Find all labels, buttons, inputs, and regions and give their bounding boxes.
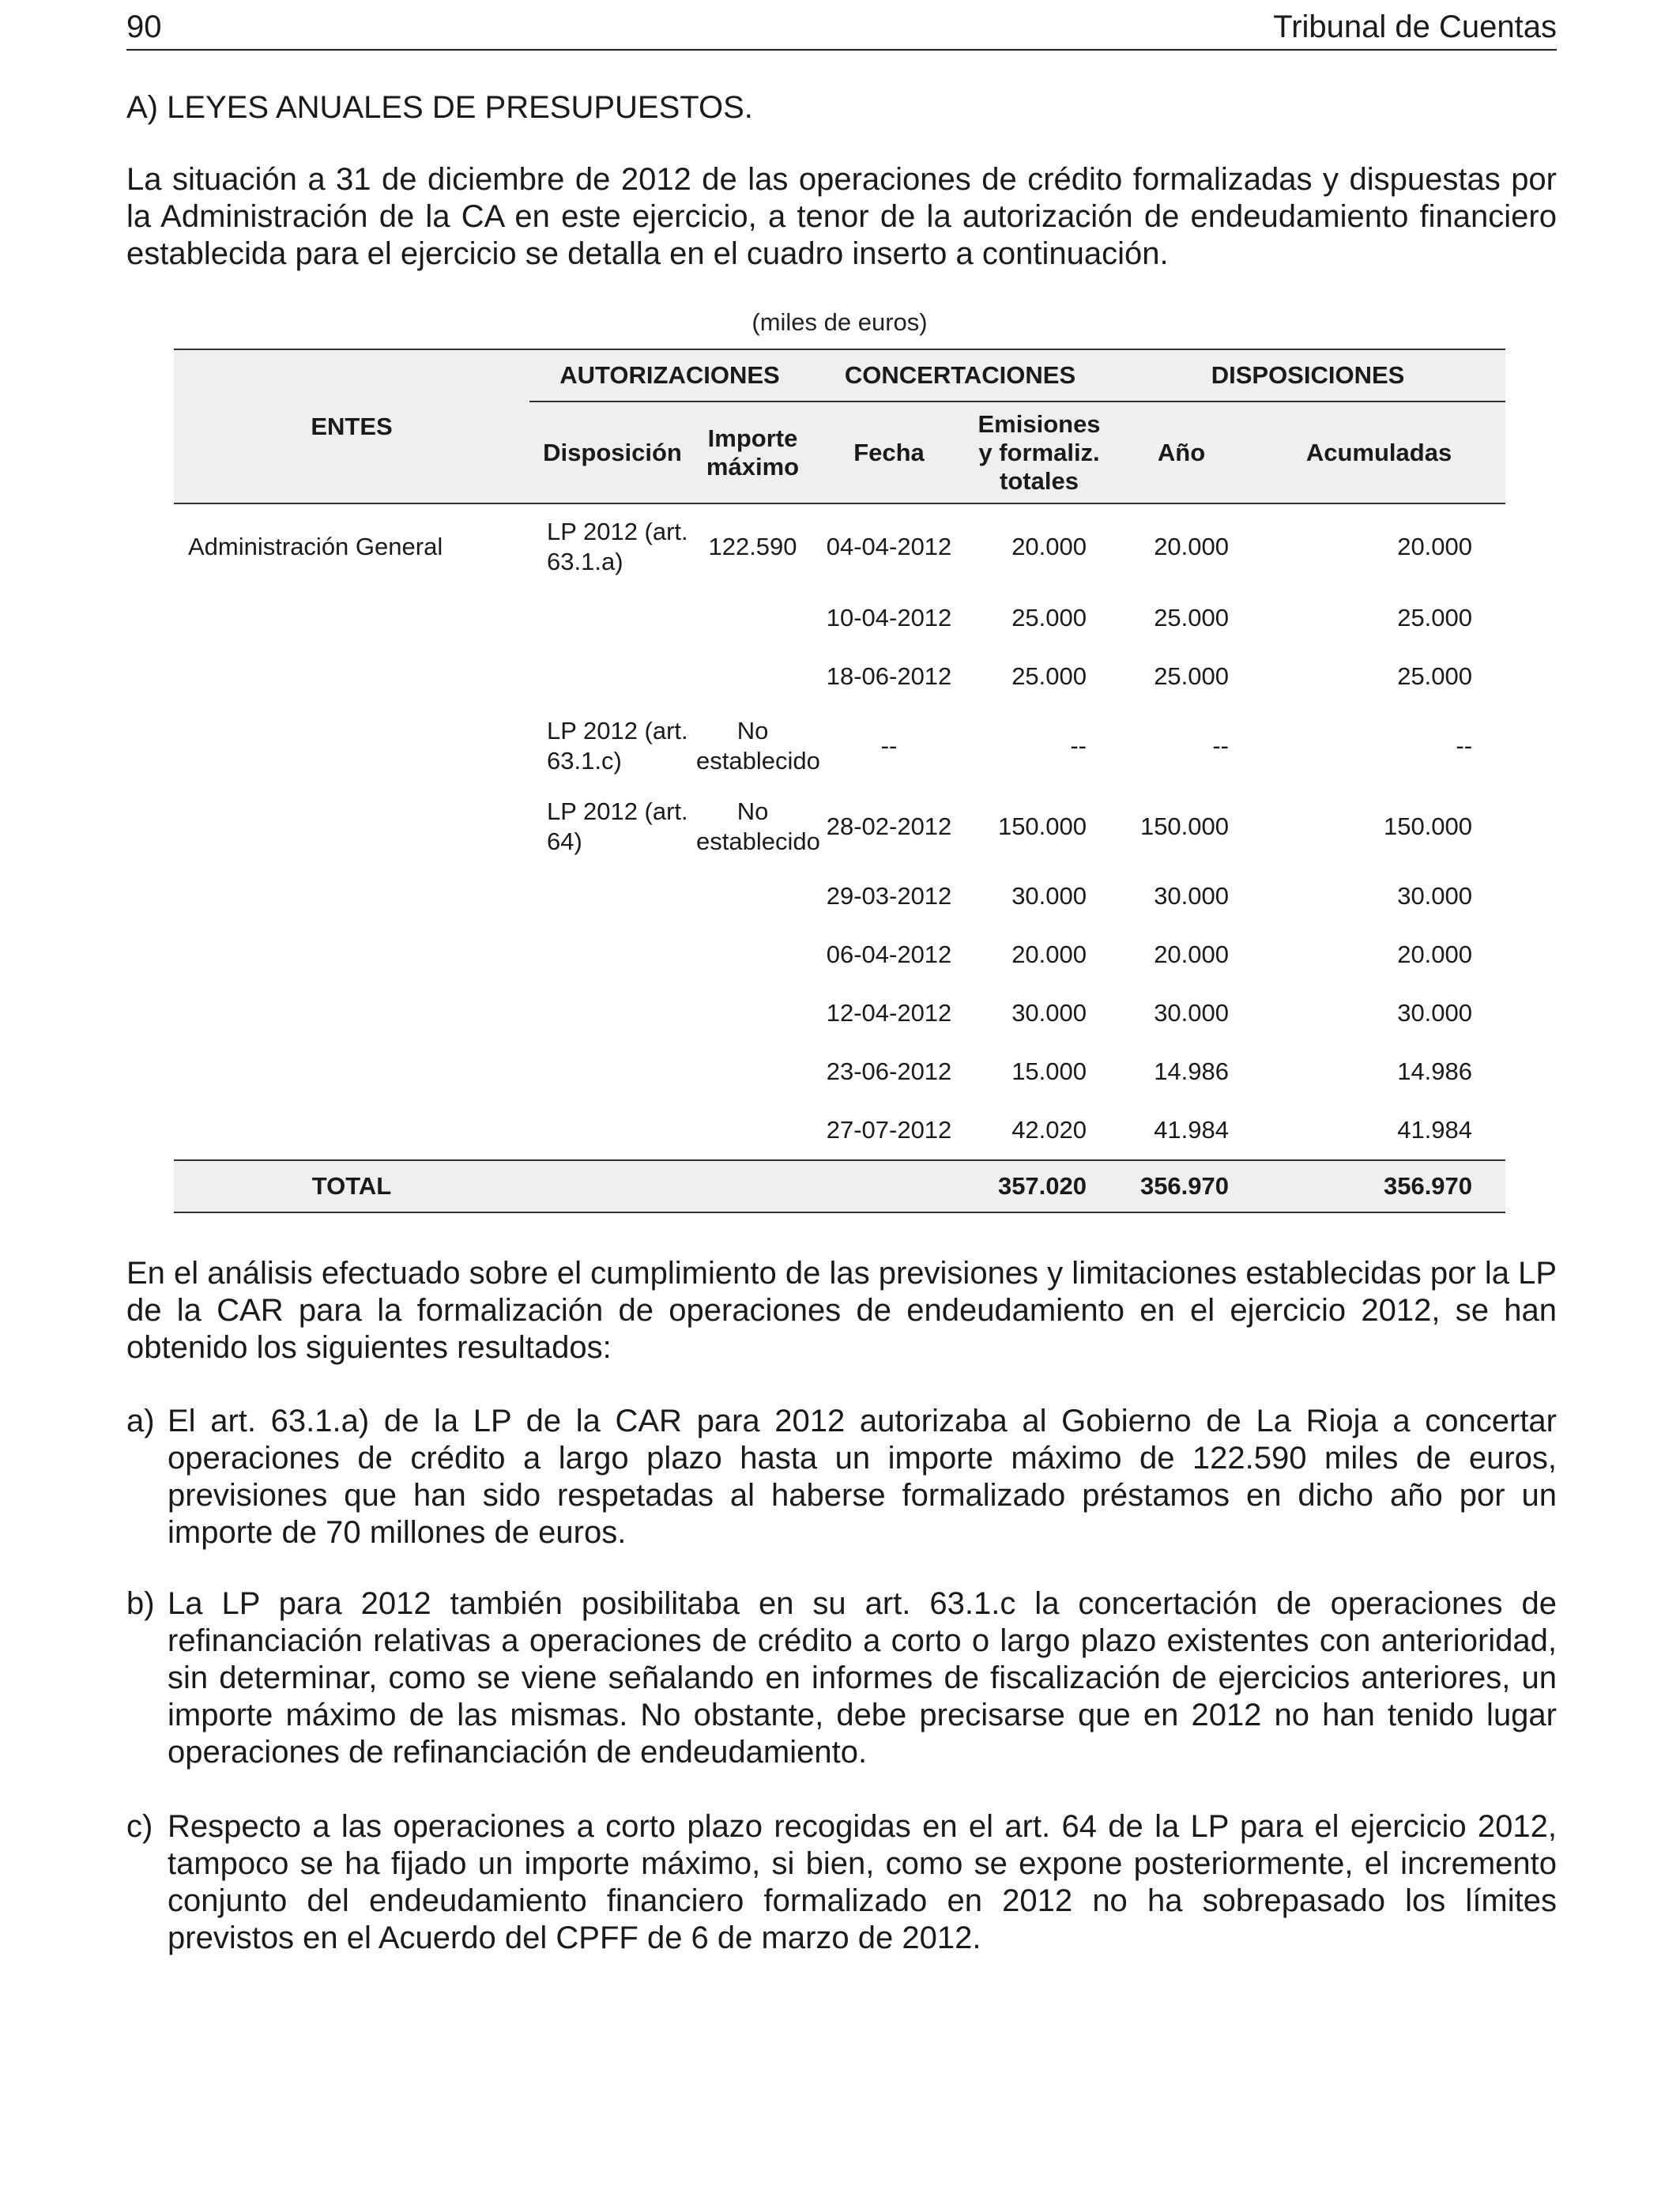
fecha-cell: 27-07-2012 <box>810 1101 968 1160</box>
ano-cell: -- <box>1212 732 1230 760</box>
disposicion-cell: LP 2012 (art. 63.1.c) <box>547 717 688 775</box>
importe-cell: No establecido <box>696 717 820 775</box>
disposicion-cell: LP 2012 (art. 64) <box>547 797 688 855</box>
importe-cell <box>695 1101 810 1160</box>
table-units: (miles de euros) <box>751 308 928 336</box>
disposicion-cell <box>529 589 695 647</box>
importe-cell <box>695 1042 810 1101</box>
ano-cell: 25.000 <box>1154 604 1230 631</box>
total-ano: 356.970 <box>1110 1160 1252 1212</box>
emisiones-cell: -- <box>1070 732 1087 760</box>
list-item-text: El art. 63.1.a) de la LP de la CAR para 2012 autorizaba al Gobierno de La Rioja a concertar operaciones de crédito a largo plazo hasta un importe máximo de 122.590 miles de euros, previsiones que han sido respetadas al haberse formalizado préstamos en dicho año por un importe de 70 millones de euros. <box>168 1404 1557 1550</box>
table-row <box>174 867 1505 925</box>
total-label: TOTAL <box>174 1160 529 1212</box>
ano-cell: 20.000 <box>1154 941 1230 968</box>
fecha-cell: -- <box>880 732 898 760</box>
ano-cell: 20.000 <box>1154 532 1230 560</box>
section-title: A) LEYES ANUALES DE PRESUPUESTOS. <box>126 90 753 125</box>
table-row <box>174 786 1505 867</box>
emisiones-cell: 30.000 <box>1011 999 1087 1027</box>
ano-cell: 25.000 <box>1154 662 1230 690</box>
acumuladas-cell: 14.986 <box>1397 1057 1473 1085</box>
table-row <box>174 706 1505 786</box>
importe-cell: No establecido <box>696 797 820 855</box>
table-row <box>174 984 1505 1042</box>
analysis-paragraph: En el análisis efectuado sobre el cumplimiento de las previsiones y limitaciones establecidas por la LP de la CAR para la formalización de operaciones de endeudamiento en el ejercicio 2012, se han obtenido los siguientes resultados: <box>126 1256 1557 1365</box>
fecha-cell: 06-04-2012 <box>826 941 952 968</box>
table-row <box>174 647 1505 706</box>
emisiones-cell: 30.000 <box>1011 882 1087 910</box>
disposicion-cell <box>529 647 695 706</box>
emisiones-cell: 20.000 <box>1011 941 1087 968</box>
importe-cell: 122.590 <box>708 532 797 560</box>
disposicion-cell <box>529 925 695 984</box>
acumuladas-cell: 30.000 <box>1397 999 1473 1027</box>
importe-cell <box>695 647 810 706</box>
ano-cell: 41.984 <box>1110 1101 1252 1160</box>
header-acumuladas: Acumuladas <box>1252 401 1505 503</box>
acumuladas-cell: 20.000 <box>1397 532 1473 560</box>
page-number: 90 <box>126 9 162 44</box>
header-ano: Año <box>1110 401 1252 503</box>
table-row <box>174 503 1505 589</box>
ano-cell: 14.986 <box>1154 1057 1230 1085</box>
total-row <box>174 1160 1505 1212</box>
header-emisiones: Emisiones y formaliz. totales <box>968 401 1110 503</box>
header-entes: ENTES <box>174 349 529 503</box>
fecha-cell: 10-04-2012 <box>826 604 952 631</box>
disposicion-cell <box>529 1101 695 1160</box>
list-item <box>126 1585 1557 1771</box>
header-disposiciones: DISPOSICIONES <box>1110 349 1505 401</box>
disposicion-cell <box>529 984 695 1042</box>
acumuladas-cell: 41.984 <box>1252 1101 1505 1160</box>
fecha-cell: 12-04-2012 <box>826 999 952 1027</box>
entity-cell: Administración General <box>188 532 443 560</box>
acumuladas-cell: 20.000 <box>1397 941 1473 968</box>
ano-cell: 30.000 <box>1154 999 1230 1027</box>
acumuladas-cell: 30.000 <box>1397 882 1473 910</box>
total-emisiones: 357.020 <box>968 1160 1110 1212</box>
list-marker: a) <box>126 1404 155 1438</box>
list-marker: b) <box>126 1586 155 1621</box>
emisiones-cell: 25.000 <box>1011 662 1087 690</box>
emisiones-cell: 20.000 <box>1011 532 1087 560</box>
table-row <box>174 1101 1505 1160</box>
list-item-text: Respecto a las operaciones a corto plazo recogidas en el art. 64 de la LP para el ejercicio 2012, tampoco se ha fijado un importe máximo, si bien, como se expone posteriormente, el incremento conjunto del endeudamiento financiero formalizado en 2012 no ha sobrepasado los límites previstos en el Acuerdo del CPFF de 6 de marzo de 2012. <box>168 1809 1557 1955</box>
emisiones-cell: 25.000 <box>1011 604 1087 631</box>
header-fecha: Fecha <box>810 401 968 503</box>
total-acumuladas: 356.970 <box>1252 1160 1505 1212</box>
page-header <box>126 6 1557 51</box>
importe-cell <box>695 589 810 647</box>
table-row <box>174 1042 1505 1101</box>
table-row <box>174 925 1505 984</box>
emisiones-cell: 15.000 <box>1011 1057 1087 1085</box>
table-row <box>174 589 1505 647</box>
fecha-cell: 29-03-2012 <box>826 882 952 910</box>
importe-cell <box>695 867 810 925</box>
list-item-text: La LP para 2012 también posibilitaba en su art. 63.1.c la concertación de operaciones de refinanciación relativas a operaciones de crédito a corto o largo plazo existentes con anterioridad, sin determinar, como se viene señalando en informes de fiscalización de ejercicios anteriores, un importe máximo de las mismas. No obstante, debe precisarse que en 2012 no han tenido lugar operaciones de refinanciación de endeudamiento. <box>168 1586 1557 1770</box>
header-importe-maximo: Importe máximo <box>695 401 810 503</box>
acumuladas-cell: 150.000 <box>1383 812 1473 840</box>
importe-cell <box>695 925 810 984</box>
intro-paragraph: La situación a 31 de diciembre de 2012 de las operaciones de crédito formalizadas y dispuestas por la Administración de la CA en este ejercicio, a tenor de la autorización de endeudamiento financiero establecida para el ejercicio se detalla en el cuadro inserto a continuación. <box>126 162 1557 271</box>
header-autorizaciones: AUTORIZACIONES <box>529 349 810 401</box>
header-disposicion: Disposición <box>529 401 695 503</box>
list-marker: c) <box>126 1809 153 1844</box>
acumuladas-cell: -- <box>1456 732 1473 760</box>
disposicion-cell: LP 2012 (art. 63.1.a) <box>547 517 688 575</box>
disposicion-cell <box>529 1042 695 1101</box>
ano-cell: 150.000 <box>1139 812 1230 840</box>
fecha-cell: 04-04-2012 <box>826 532 952 560</box>
emisiones-cell: 150.000 <box>997 812 1087 840</box>
acumuladas-cell: 25.000 <box>1397 604 1473 631</box>
fecha-cell: 28-02-2012 <box>826 812 952 840</box>
emisiones-cell: 42.020 <box>968 1101 1110 1160</box>
acumuladas-cell: 25.000 <box>1397 662 1473 690</box>
header-title: Tribunal de Cuentas <box>1273 9 1557 44</box>
credit-operations-table <box>174 349 1505 1213</box>
list-item <box>126 1808 1557 1957</box>
ano-cell: 30.000 <box>1154 882 1230 910</box>
fecha-cell: 23-06-2012 <box>826 1057 952 1085</box>
importe-cell <box>695 984 810 1042</box>
fecha-cell: 18-06-2012 <box>826 662 952 690</box>
header-concertaciones: CONCERTACIONES <box>810 349 1110 401</box>
list-item <box>126 1403 1557 1551</box>
disposicion-cell <box>529 867 695 925</box>
